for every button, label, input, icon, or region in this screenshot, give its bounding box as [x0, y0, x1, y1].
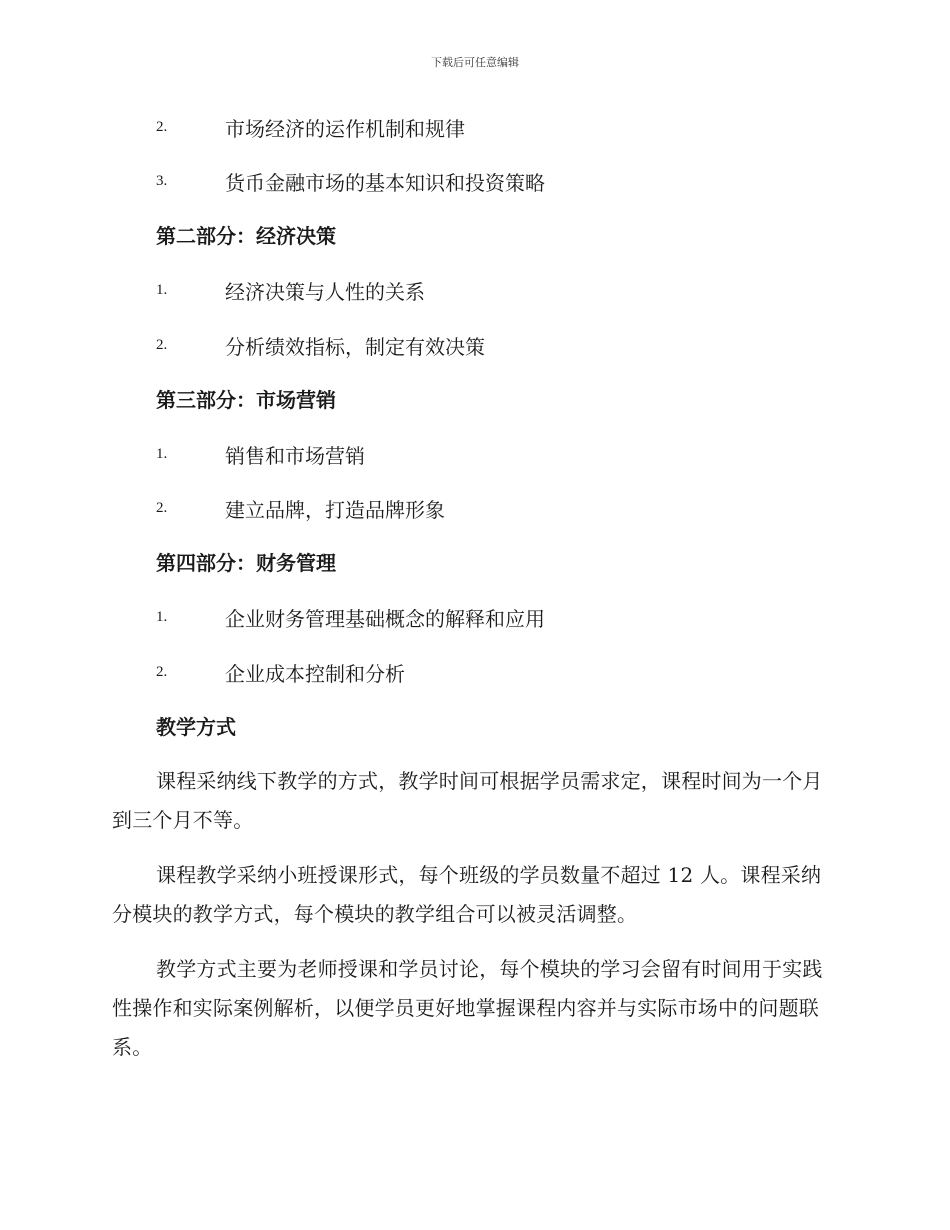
section-heading: 教学方式 — [156, 714, 236, 739]
list-item — [112, 653, 834, 691]
list-text: 市场经济的运作机制和规律 — [225, 116, 465, 141]
list-item — [112, 108, 834, 146]
section-heading: 第四部分：财务管理 — [156, 551, 336, 575]
list-number: 2. — [156, 118, 168, 135]
list-text: 建立品牌，打造品牌形象 — [225, 498, 445, 522]
list-number: 3. — [156, 173, 168, 189]
body-paragraph: 课程教学采纳小班授课形式，每个班级的学员数量不超过 12 人。课程采纳分模块的教学方式，每个模块的教学组合可以被灵活调整。 — [112, 863, 822, 926]
body-paragraph: 教学方式主要为老师授课和学员讨论，每个模块的学习会留有时间用于实践性操作和实际案例解析，以便学员更好地掌握课程内容并与实际市场中的问题联系。 — [112, 957, 823, 1059]
list-number: 1. — [156, 609, 168, 625]
list-text: 企业成本控制和分析 — [225, 661, 405, 686]
page-header: 下载后可任意编辑 — [431, 56, 519, 69]
list-number: 2. — [156, 336, 168, 353]
list-item — [112, 163, 834, 201]
list-item — [112, 326, 834, 364]
list-number: 1. — [156, 282, 168, 298]
section-heading: 第二部分：经济决策 — [156, 224, 336, 248]
document-body — [112, 108, 834, 1083]
list-text: 货币金融市场的基本知识和投资策略 — [225, 171, 545, 195]
list-text: 分析绩效指标，制定有效决策 — [225, 334, 485, 359]
list-item — [112, 490, 834, 528]
list-item — [112, 272, 834, 310]
list-number: 2. — [156, 500, 168, 516]
list-item — [112, 599, 834, 637]
list-number: 1. — [156, 445, 168, 462]
list-text: 销售和市场营销 — [225, 443, 365, 468]
list-item — [112, 435, 834, 473]
body-paragraph: 课程采纳线下教学的方式，教学时间可根据学员需求定，课程时间为一个月到三个月不等。 — [112, 769, 823, 832]
section-heading: 第三部分：市场营销 — [156, 387, 336, 412]
list-number: 2. — [156, 663, 168, 680]
list-text: 企业财务管理基础概念的解释和应用 — [225, 607, 545, 631]
list-text: 经济决策与人性的关系 — [225, 280, 425, 304]
